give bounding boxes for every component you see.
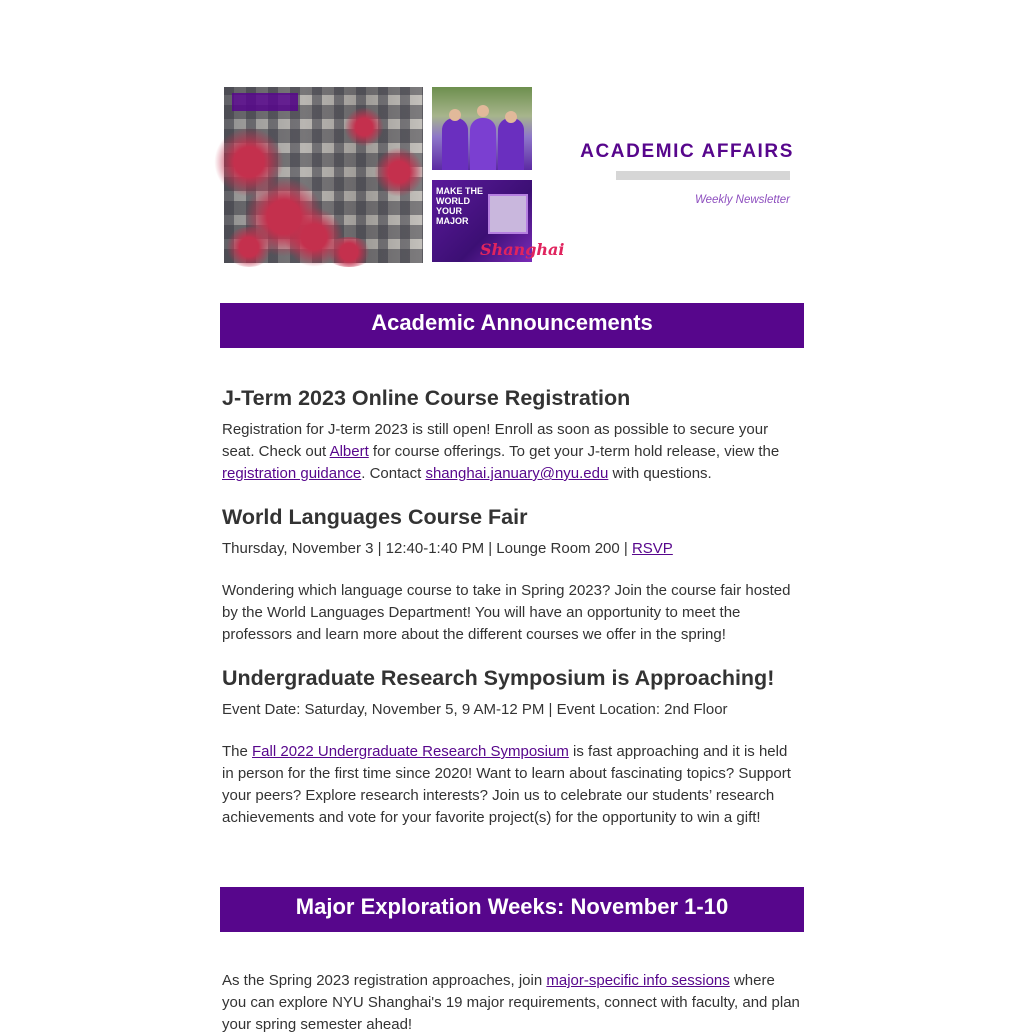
info-sessions-link[interactable]: major-specific info sessions (546, 972, 730, 989)
jterm-email-link[interactable]: shanghai.january@nyu.edu (425, 465, 609, 482)
symposium-link[interactable]: Fall 2022 Undergraduate Research Symposium (252, 743, 569, 760)
languages-details: Thursday, November 3 | 12:40-1:40 PM | Lounge Room 200 | RSVP (222, 540, 673, 557)
section-header-academic-announcements: Academic Announcements (220, 303, 804, 348)
albert-link[interactable]: Albert (329, 443, 369, 460)
registration-guidance-link[interactable]: registration guidance (222, 465, 362, 482)
nyu-shanghai-logo-icon (232, 93, 298, 111)
brand-divider (616, 171, 790, 180)
languages-heading: World Languages Course Fair (222, 505, 528, 529)
sign-text: MAKE THE WORLD YOUR MAJOR (436, 186, 483, 226)
symposium-body: The Fall 2022 Undergraduate Research Symposium is fast approaching and it is held in person for the first time since 2020! Want to learn about fascinating topics? Support your peers? Explore research interests? Join us to celebrate our students’ research achievements and vote for your favorite project(s) for the opportunity to win a gift! (222, 743, 791, 826)
brand-subtitle: Weekly Newsletter (694, 194, 790, 206)
symposium-heading: Undergraduate Research Symposium is Approaching! (222, 666, 775, 690)
major-body: As the Spring 2023 registration approaches, join major-specific info sessions where you can explore NYU Shanghai's 19 major requirements, connect with faculty, and plan your spring semester ahead! (222, 972, 800, 1033)
symposium-details: Event Date: Saturday, November 5, 9 AM-12 PM | Event Location: 2nd Floor (222, 701, 728, 718)
jterm-body: Registration for J-term 2023 is still open! Enroll as soon as possible to secure your seat. Check out Albert for course offerings. To get your J-term hold release, view the registration guidance. Contact shanghai.january@nyu.edu with questions. (222, 421, 780, 482)
graduates-photo (432, 87, 532, 170)
campus-building-photo (224, 87, 423, 263)
header-banner (224, 87, 804, 265)
make-the-world-your-major-photo: MAKE THE WORLD YOUR MAJOR Shanghai (432, 180, 532, 262)
section-header-major-exploration: Major Exploration Weeks: November 1-10 (220, 887, 804, 932)
jterm-heading: J-Term 2023 Online Course Registration (222, 386, 631, 410)
languages-body: Wondering which language course to take in Spring 2023? Join the course fair hosted by the World Languages Department! You will have an opportunity to meet the professors and learn more about the different courses we offer in the spring! (222, 582, 791, 643)
newsletter (220, 0, 804, 1033)
rsvp-link[interactable]: RSVP (631, 540, 673, 557)
brand-title: ACADEMIC AFFAIRS (580, 141, 794, 162)
